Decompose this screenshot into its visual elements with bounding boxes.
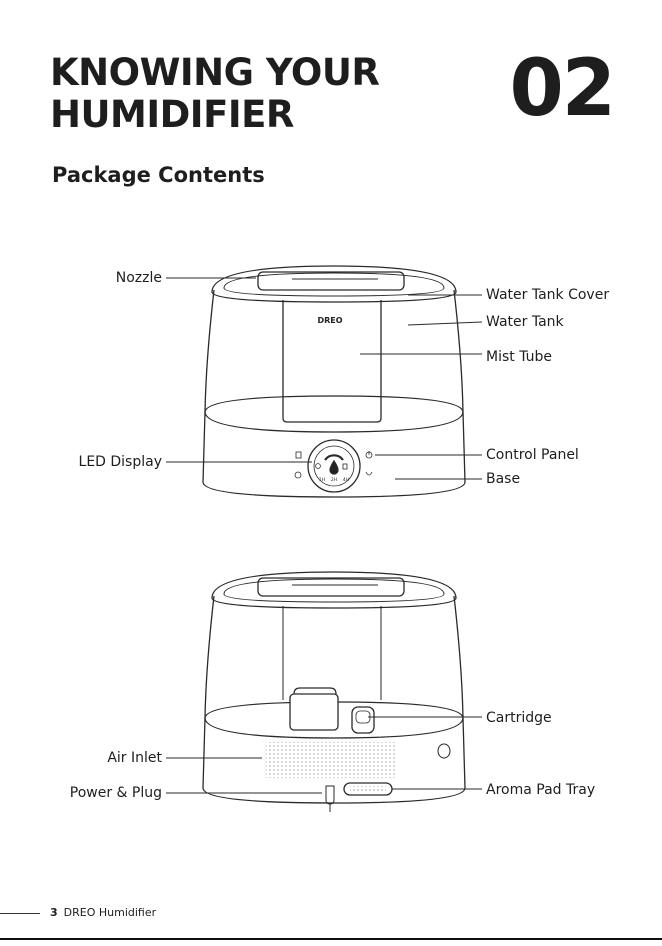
label-cartridge: Cartridge xyxy=(486,710,552,726)
label-water-tank-cover: Water Tank Cover xyxy=(486,287,610,303)
label-water-tank: Water Tank xyxy=(486,314,564,330)
title-line-2: HUMIDIFIER xyxy=(50,93,294,136)
panel-mark-4h: 4H xyxy=(342,478,350,483)
label-mist-tube: Mist Tube xyxy=(486,349,553,365)
title-line-1: KNOWING YOUR xyxy=(50,51,380,94)
bottom-rule xyxy=(0,938,662,940)
section-title: Package Contents xyxy=(52,163,265,187)
page-number: 3 xyxy=(50,906,58,919)
label-led-display: LED Display xyxy=(78,454,162,470)
footer-text: DREO Humidifier xyxy=(63,906,157,919)
front-brand-logo: DREO xyxy=(317,316,343,325)
label-control-panel: Control Panel xyxy=(486,447,579,463)
label-nozzle: Nozzle xyxy=(115,270,162,286)
page-footer xyxy=(50,906,156,919)
chapter-number: 02 xyxy=(509,44,614,134)
panel-mark-2h: 2H xyxy=(330,478,338,483)
label-base: Base xyxy=(486,471,521,487)
aroma-tray-dots xyxy=(350,786,386,792)
air-inlet-grille xyxy=(266,742,396,778)
label-power-plug: Power & Plug xyxy=(69,785,162,801)
label-aroma-pad-tray: Aroma Pad Tray xyxy=(486,782,596,798)
label-air-inlet: Air Inlet xyxy=(107,750,162,766)
panel-mark-1h: 1H xyxy=(318,478,326,483)
footer-rule xyxy=(0,913,40,914)
